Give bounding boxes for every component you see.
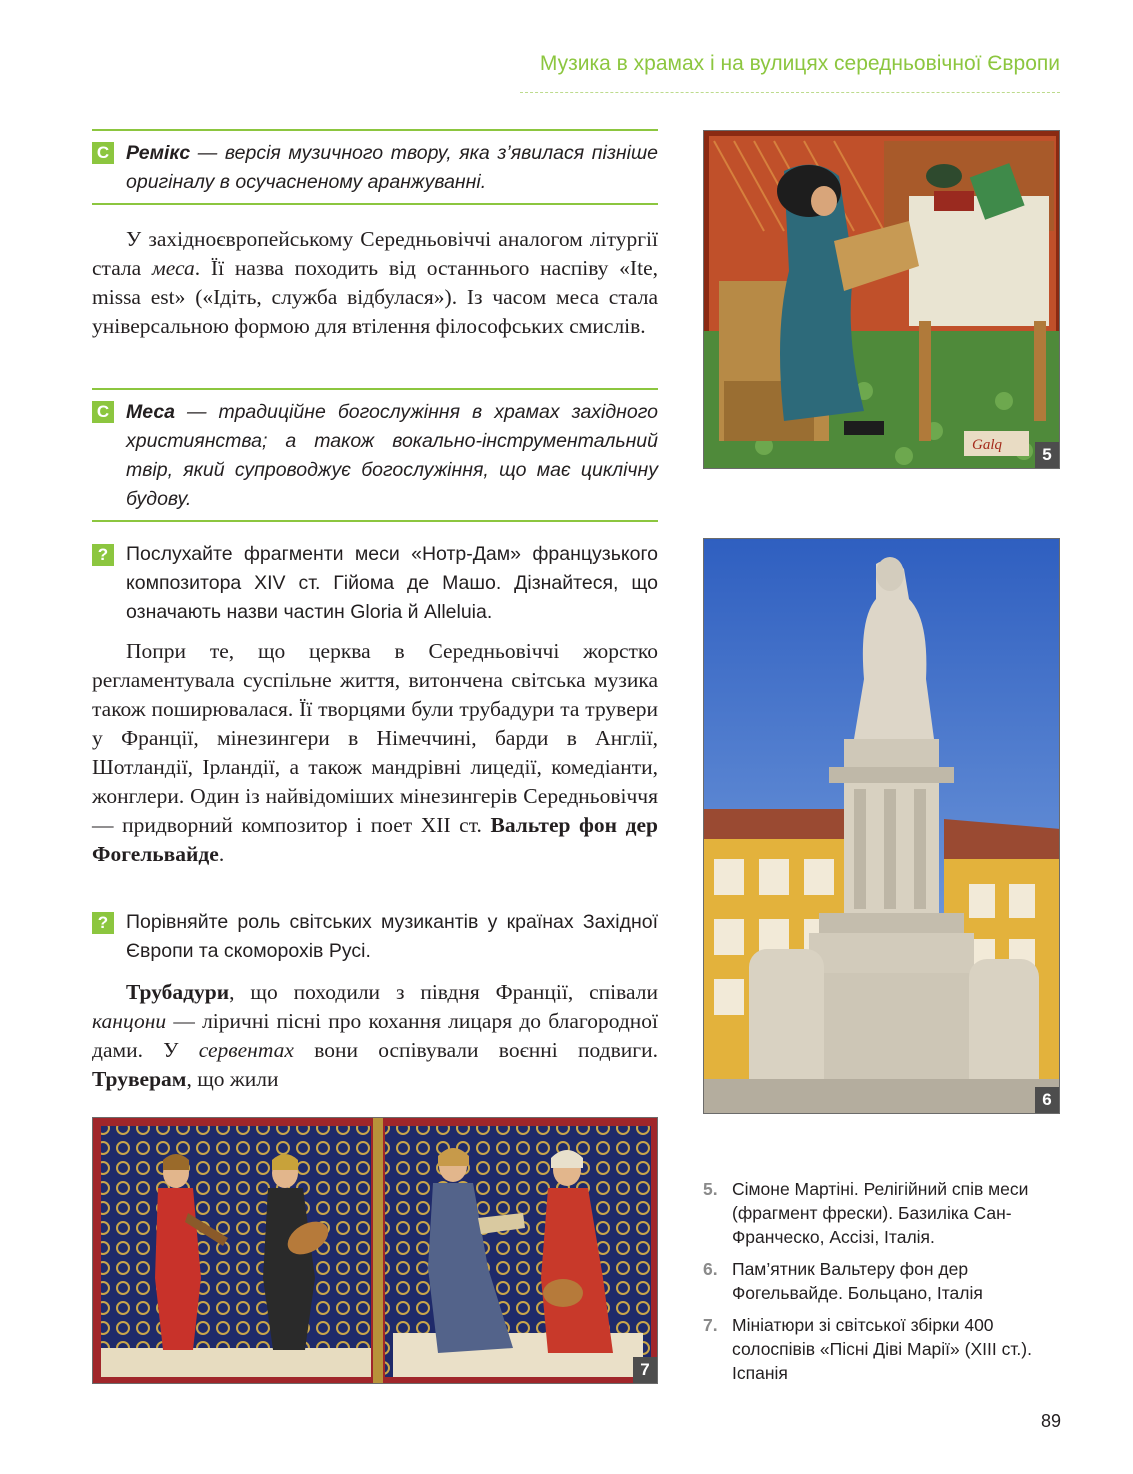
question-compare (92, 908, 658, 966)
definition-badge: С (92, 401, 114, 423)
definition-mass (92, 388, 658, 522)
question-notre-dame (92, 540, 658, 627)
figure-7-miniatures (92, 1117, 658, 1384)
monument-illustration (704, 539, 1060, 1114)
text-run: У західноєвропейському Середньовіччі аналогом літургії стала (92, 227, 658, 280)
italic-term: сервентах (198, 1038, 294, 1062)
bold-term: Вальтер фон дер Фогельвайде (92, 813, 659, 866)
paragraph-secular-music (92, 637, 658, 869)
text-run: . Її назва походить від останнього наспіву «Ite, missa est» («Ідіть, служба відбулася»). Із часом меса стала універсальною формою для втілення філософських смислів. (92, 256, 658, 338)
caption-text: Пам’ятник Вальтеру фон дер Фогельвайде. Больцано, Італія (732, 1259, 983, 1303)
miniatures-illustration (93, 1118, 658, 1384)
caption-7 (703, 1313, 1063, 1385)
italic-term: меса (152, 256, 195, 280)
question-text: Послухайте фрагменти меси «Нотр-Дам» французького композитора XIV ст. Гійома де Машо. Дізнайтеся, що означають назви частин Gloria й Alleluia. (126, 543, 658, 623)
text-run: , що походили з півдня Франції, співали (229, 980, 658, 1004)
figure-number: 7 (633, 1357, 657, 1383)
italic-term: канцони (92, 1009, 167, 1033)
caption-6 (703, 1257, 1063, 1305)
figure-5-fresco (703, 130, 1060, 469)
text-run: . (218, 842, 225, 866)
definition-text (126, 398, 658, 514)
definition-term: Меса (126, 401, 176, 423)
figure-6-monument (703, 538, 1060, 1114)
text-run: вони оспівували воєнні подвиги. (293, 1038, 658, 1062)
paragraph-mass-intro (92, 225, 658, 341)
text-run: , що жили (186, 1067, 279, 1091)
text-run: — ліричні пісні про кохання лицаря до благородної дами. У (92, 1009, 658, 1062)
definition-term: Ремікс (126, 142, 191, 164)
definition-text (126, 139, 658, 197)
question-badge: ? (92, 544, 114, 566)
running-header: Музика в храмах і на вулицях середньовічної Європи (539, 52, 1060, 75)
caption-5 (703, 1177, 1063, 1249)
definition-badge: С (92, 142, 114, 164)
caption-text: Сімоне Мартіні. Релігійний спів меси (фрагмент фрески). Базиліка Сан-Франческо, Ассізі, Італія. (732, 1179, 1029, 1247)
paragraph-troubadours (92, 978, 658, 1094)
fresco-illustration (704, 131, 1060, 469)
svg-text:Galq: Galq (972, 437, 1002, 453)
caption-number: 5. (703, 1179, 718, 1199)
caption-text: Мініатюри зі світської збірки 400 солоспівів «Пісні Діві Марії» (XIII ст.). Іспанія (732, 1315, 1032, 1383)
text-run: Попри те, що церква в Середньовіччі жорстко регламентувала суспільне життя, витончена світська музика також поширювалася. Її творцями були трубадури та трувери у Франції, мінезингери в Німеччині, барди в Англії, Шотландії, Ірландії, а також мандрівні лицедії, комедіанти, жонглери. Один із найвідоміших мінезингерів Середньовіччя — придворний композитор і поет XII ст. (92, 639, 658, 837)
definition-remix (92, 129, 658, 205)
caption-number: 6. (703, 1259, 718, 1279)
figure-captions (703, 1177, 1063, 1393)
definition-body: — традиційне богослужіння в храмах західного християнства; а також вокально-інструментальний твір, який супроводжує богослужіння, що має циклічну будову. (126, 401, 658, 510)
caption-number: 7. (703, 1315, 718, 1335)
definition-body: — версія музичного твору, яка з’явилася пізніше оригіналу в осучасненому аранжуванні. (126, 142, 658, 193)
bold-term: Труверам (92, 1067, 187, 1091)
figure-number: 5 (1035, 442, 1059, 468)
figure-number: 6 (1035, 1087, 1059, 1113)
question-text: Порівняйте роль світських музикантів у країнах Західної Європи та скоморохів Русі. (126, 911, 658, 962)
page-number: 89 (1040, 1411, 1061, 1431)
header-divider (520, 92, 1060, 93)
question-badge: ? (92, 912, 114, 934)
bold-term: Трубадури (126, 980, 230, 1004)
